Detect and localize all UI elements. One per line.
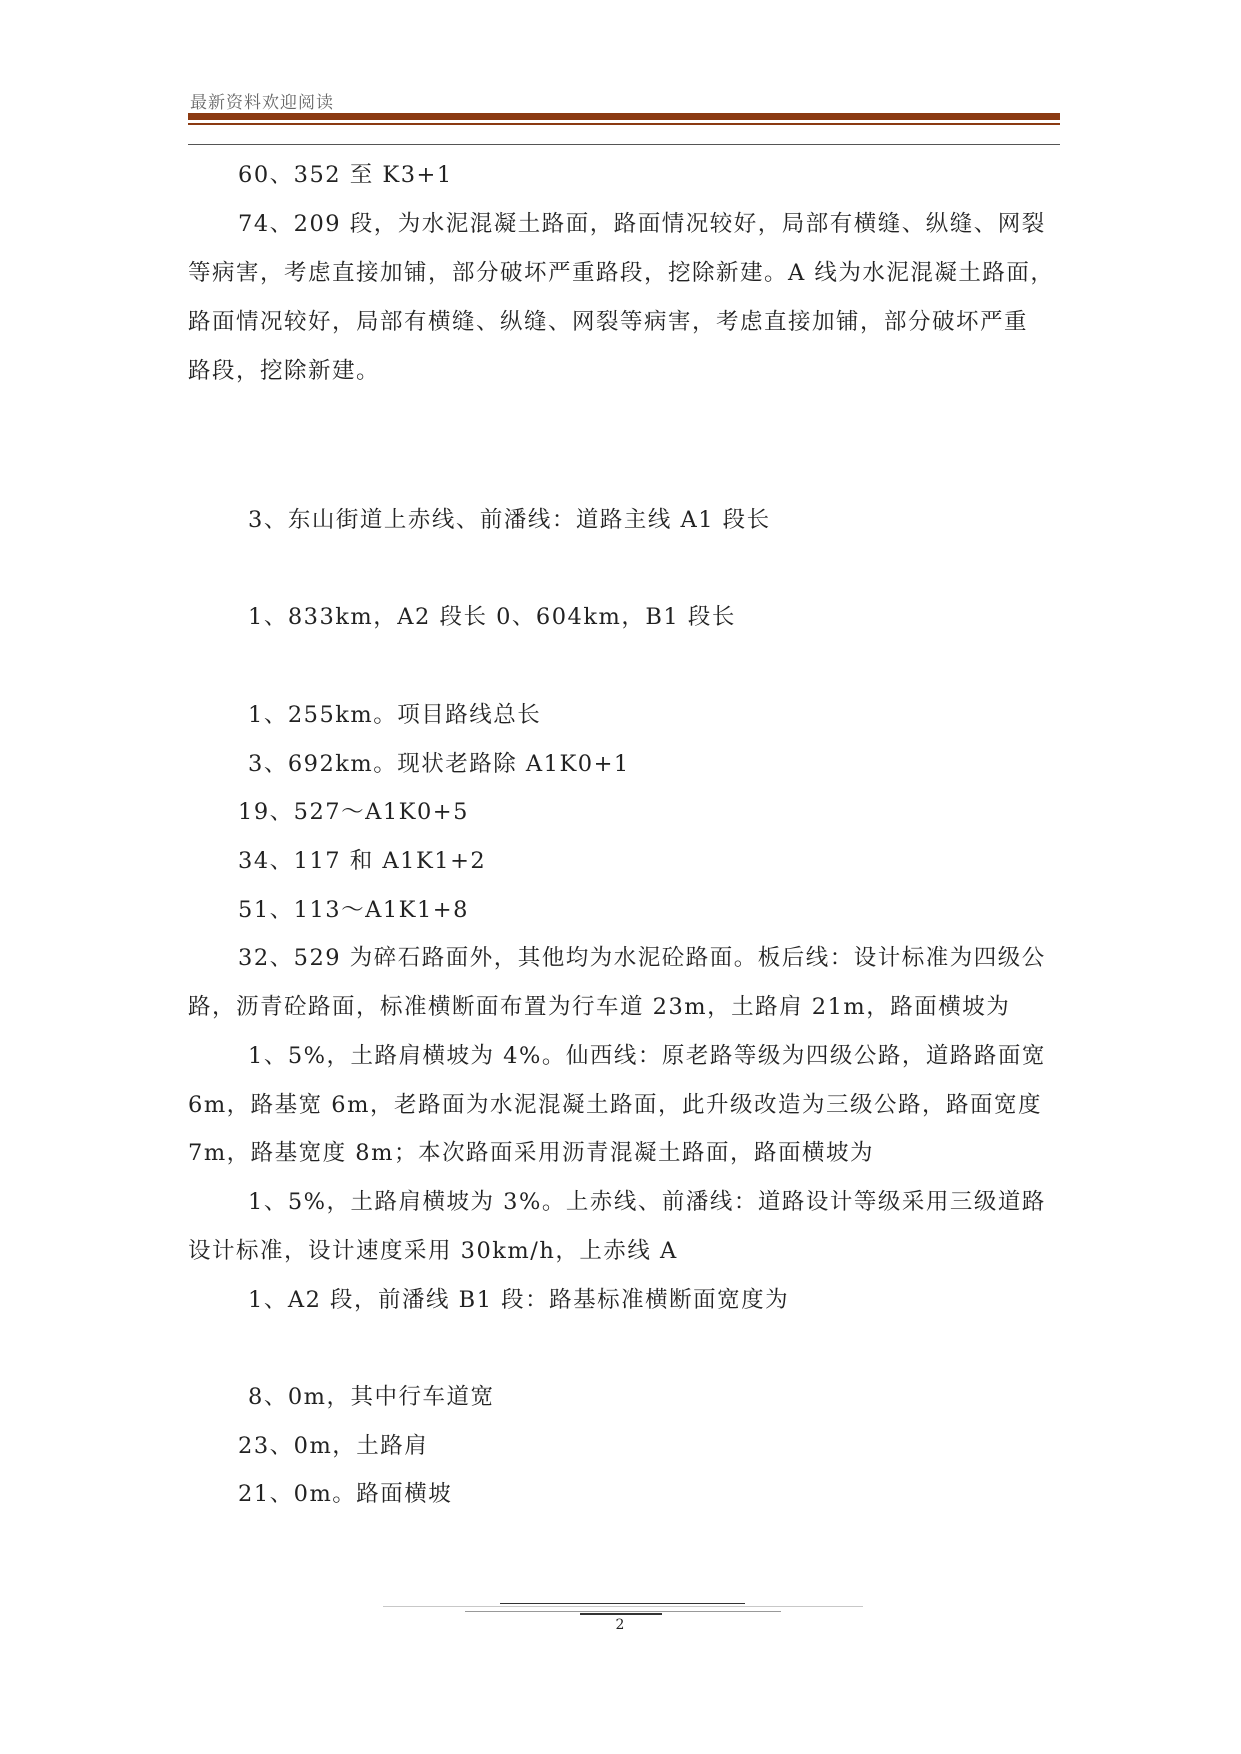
body-line: 74、209 段，为水泥混凝土路面，路面情况较好，局部有横缝、纵缝、网裂 [238,211,1046,237]
body-line: 8、0m，其中行车道宽 [248,1384,495,1410]
page-number: 2 [615,1617,625,1633]
body-line: 7m，路基宽度 8m；本次路面采用沥青混凝土路面，路面横坡为 [188,1140,874,1166]
body-line: 19、527～A1K0+5 [238,799,469,825]
body-line: 3、东山街道上赤线、前潘线：道路主线 A1 段长 [248,507,771,533]
footer-rule-short [580,1613,662,1615]
footer-rule-light [383,1606,863,1607]
body-line: 路，沥青砼路面，标准横断面布置为行车道 23m，土路肩 21m，路面横坡为 [188,994,1011,1020]
body-line: 6m，路基宽 6m，老路面为水泥混凝土路面，此升级改造为三级公路，路面宽度 [188,1092,1042,1118]
body-line: 34、117 和 A1K1+2 [238,848,487,874]
footer-rule-top [500,1603,745,1604]
body-line: 1、5%，土路肩横坡为 4%。仙西线：原老路等级为四级公路，道路路面宽 [248,1043,1046,1069]
body-line: 32、529 为碎石路面外，其他均为水泥砼路面。板后线：设计标准为四级公 [238,945,1046,971]
body-line: 21、0m。路面横坡 [238,1481,453,1507]
body-line: 51、113～A1K1+8 [238,897,469,923]
body-line: 1、5%，土路肩横坡为 3%。上赤线、前潘线：道路设计等级采用三级道路 [248,1189,1046,1215]
body-line: 等病害，考虑直接加铺，部分破坏严重路段，挖除新建。A 线为水泥混凝土路面， [188,260,1055,286]
body-line: 3、692km。现状老路除 A1K0+1 [248,751,630,777]
body-line: 设计标准，设计速度采用 30km/h，上赤线 A [188,1238,678,1264]
footer-rule-mid [465,1611,781,1612]
header-rule-thin [188,123,1060,125]
body-line: 路段，挖除新建。 [188,358,381,384]
header-rule-thick [188,113,1060,120]
header-title: 最新资料欢迎阅读 [190,93,334,113]
body-line: 1、255km。项目路线总长 [248,702,542,728]
body-line: 1、A2 段，前潘线 B1 段：路基标准横断面宽度为 [248,1287,790,1313]
body-line: 23、0m，土路肩 [238,1433,429,1459]
body-line: 路面情况较好，局部有横缝、纵缝、网裂等病害，考虑直接加铺，部分破坏严重 [188,309,1029,335]
body-line: 60、352 至 K3+1 [238,162,453,188]
body-line: 1、833km，A2 段长 0、604km，B1 段长 [248,604,736,630]
header-rule-gray [188,144,1060,145]
